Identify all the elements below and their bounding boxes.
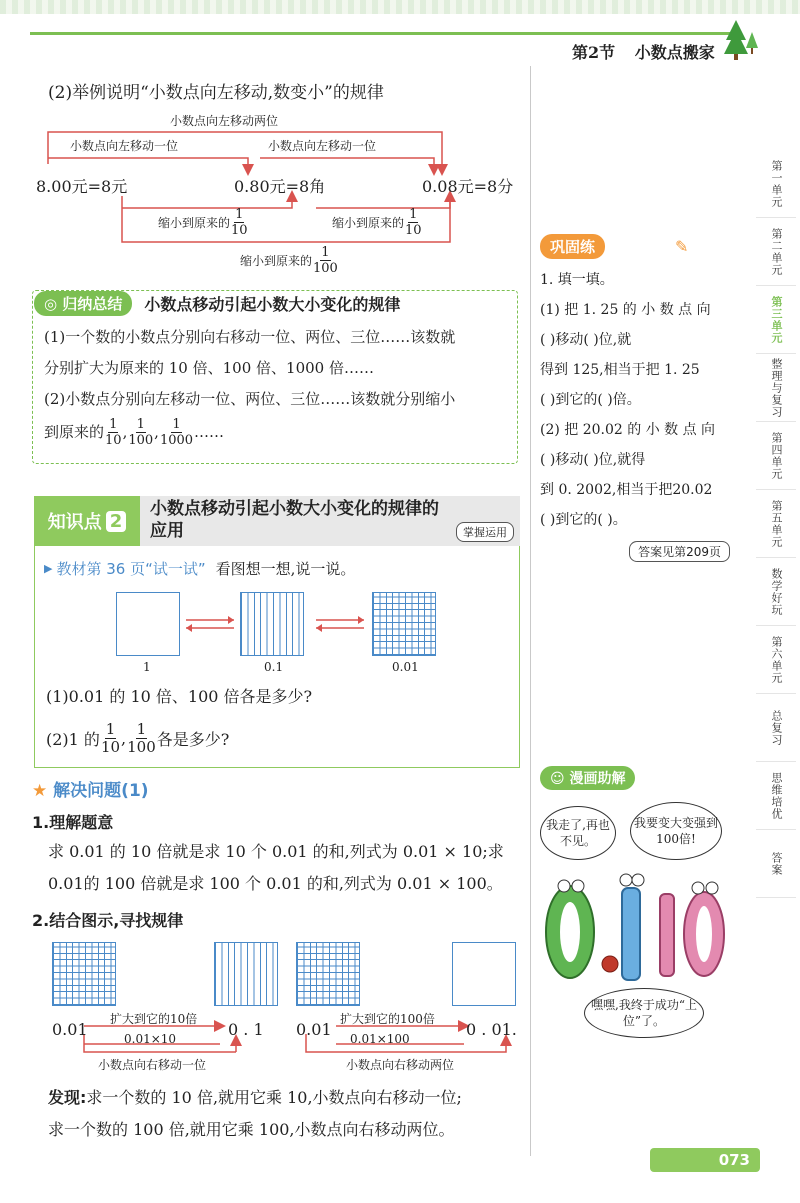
- tree-icon: [722, 18, 762, 62]
- finding-text: 发现:求一个数的 10 倍,就用它乘 10,小数点向右移动一位; 求一个数的 100 倍,就用它乘 100,小数点向右移动两位。: [48, 1088, 462, 1139]
- double-arrow-icon: [182, 614, 238, 634]
- hundredths-square-right: [296, 942, 360, 1006]
- header-title: [572, 40, 729, 63]
- value-8-yuan: 8.00元=8元: [36, 177, 128, 196]
- step1-text: 求 0.01 的 10 倍就是求 10 个 0.01 的和,列式为 0.01 × 10;求 0.01的 100 倍就是求 100 个 0.01 的和,列式为 0.01 × 100。: [48, 842, 504, 893]
- tenths-square: [240, 592, 304, 656]
- grid-label-0-1: 0.1: [264, 660, 284, 674]
- consolidation-tag: 巩固练: [540, 234, 605, 259]
- sidebar-item-unit-3[interactable]: 第三单元: [756, 286, 796, 354]
- arrow-label-one-a: 小数点向左移动一位: [70, 139, 179, 153]
- shrink-label-a: 缩小到原来的 $\frac{1}{10}$: [158, 207, 248, 238]
- shrink-label-b: 缩小到原来的 $\frac{1}{10}$: [332, 207, 422, 238]
- tenths-square-left: [214, 942, 278, 1006]
- left-bottom-label: 小数点向右移动一位: [98, 1058, 207, 1072]
- column-divider: [530, 66, 531, 1156]
- left-start-value: 0.01: [52, 1020, 88, 1039]
- sidebar-item-answers[interactable]: 答案: [756, 830, 796, 898]
- right-start-value: 0.01: [296, 1020, 332, 1039]
- page-header: [0, 0, 800, 66]
- comic-tag: ☺ 漫画助解: [540, 766, 635, 790]
- sidebar-item-unit-6[interactable]: 第六单元: [756, 626, 796, 694]
- hundredths-square-left: [52, 942, 116, 1006]
- section-title: 小数点搬家: [634, 43, 715, 62]
- right-mid-label: 0.01×100: [350, 1032, 410, 1046]
- knowledge-point-header: [34, 496, 520, 546]
- speech-bubble-left: 我走了,再也不见。: [540, 806, 616, 860]
- grid-label-1: 1: [143, 660, 151, 674]
- triangle-bullet-icon: ▶: [44, 562, 53, 575]
- answer-reference: 答案见第209页: [629, 541, 730, 562]
- summary-fractions: 到原来的 $\frac{1}{10}$ , $\frac{1}{100}$ , $\frac{1}{1000}$ ……: [44, 417, 225, 448]
- speech-bubble-right: 我要变大变强到100倍!: [630, 802, 722, 860]
- double-arrow-icon: [312, 614, 368, 634]
- sidebar-item-unit-5[interactable]: 第五单元: [756, 490, 796, 558]
- sidebar-item-review[interactable]: 整理与复习: [756, 354, 796, 422]
- consolidation-exercise: 巩固练 ✎ 1. 填一填。 (1) 把 1. 25 的 小 数 点 向 ( )移动( )位,就 得到 125,相当于把 1. 25 ( )到它的( )倍。 (2) 把 20.02 的 小 数 点 向 ( )移动( )位,就得 到 0. 2002,相当于把20.02 ( )到它的( )。 答案见第209页: [540, 234, 730, 562]
- summary-title: 小数点移动引起小数大小变化的规律: [144, 295, 401, 314]
- left-end-value: 0 . 1: [228, 1020, 264, 1039]
- grid-label-0-01: 0.01: [392, 660, 419, 674]
- target-icon: ◎: [44, 295, 58, 313]
- right-bottom-label: 小数点向右移动两位: [346, 1058, 455, 1072]
- sidebar-item-unit-2[interactable]: 第二单元: [756, 218, 796, 286]
- unit-sidebar: [744, 150, 800, 898]
- number-characters: [540, 868, 730, 988]
- sidebar-item-math-fun[interactable]: 数学好玩: [756, 558, 796, 626]
- sidebar-item-final-review[interactable]: 总复习: [756, 694, 796, 762]
- speech-bubble-bottom: 嘿嘿,我终于成功“上位”了。: [584, 988, 704, 1038]
- summary-content: (1)一个数的小数点分别向右移动一位、两位、三位……该数就 分别扩大为原来的 10 倍、100 倍、1000 倍…… (2)小数点分别向左移动一位、两位、三位……该数就分别缩小 到原来的 $\frac{1}{10}$ , $\frac{1}{100}$ , $\frac{1}{1000}$ ……: [44, 322, 514, 448]
- step2-title: 2.结合图示,寻找规律: [32, 911, 184, 930]
- solve-heading: ★ 解决问题(1): [32, 781, 149, 801]
- value-8-jiao: 0.80元=8角: [234, 177, 326, 196]
- arrow-label-two: 小数点向左移动两位: [170, 114, 279, 128]
- section-number: 第2节: [572, 43, 616, 62]
- right-top-label: 扩大到它的100倍: [340, 1012, 435, 1026]
- sidebar-item-unit-4[interactable]: 第四单元: [756, 422, 796, 490]
- question-2: (2)1 的 $\frac{1}{10}$ , $\frac{1}{100}$ 各是多少?: [46, 720, 230, 756]
- hundredths-square: [372, 592, 436, 656]
- step1-title: 1.理解题意: [32, 813, 114, 832]
- header-bar: [30, 32, 730, 35]
- example-title: (2)举例说明“小数点向左移动,数变小”的规律: [48, 83, 384, 103]
- knowledge-point-label: 知识点 2: [34, 496, 140, 546]
- sidebar-item-unit-1[interactable]: 第一单元: [756, 150, 796, 218]
- sidebar-item-thinking[interactable]: 思维培优: [756, 762, 796, 830]
- comic-icon: ☺: [550, 771, 565, 787]
- page-number: 073: [650, 1148, 760, 1172]
- header-decor-strip: [0, 0, 800, 14]
- arrow-label-one-b: 小数点向左移动一位: [268, 139, 377, 153]
- left-top-label: 扩大到它的10倍: [110, 1012, 198, 1026]
- value-8-fen: 0.08元=8分: [422, 177, 514, 196]
- unit-square-right: [452, 942, 516, 1006]
- textbook-reference: ▶ 教材第 36 页“试一试” 看图想一想,说一说。: [44, 560, 356, 578]
- summary-tag: ◎ 归纳总结: [34, 291, 132, 316]
- question-1: (1)0.01 的 10 倍、100 倍各是多少?: [46, 687, 313, 706]
- comic-header: [540, 766, 635, 790]
- pencil-icon: ✎: [675, 237, 689, 256]
- star-icon: ★: [32, 781, 48, 801]
- mastery-badge: 掌握运用: [456, 522, 514, 542]
- right-end-value: 0 . 01.: [466, 1020, 517, 1039]
- shrink-label-c: 缩小到原来的 $\frac{1}{100}$: [240, 245, 338, 276]
- left-mid-label: 0.01×10: [124, 1032, 177, 1046]
- comic-illustration: [534, 788, 730, 1058]
- knowledge-point-title: 小数点移动引起小数大小变化的规律的应用: [150, 499, 439, 541]
- summary-header: [34, 291, 400, 316]
- unit-square-1: [116, 592, 180, 656]
